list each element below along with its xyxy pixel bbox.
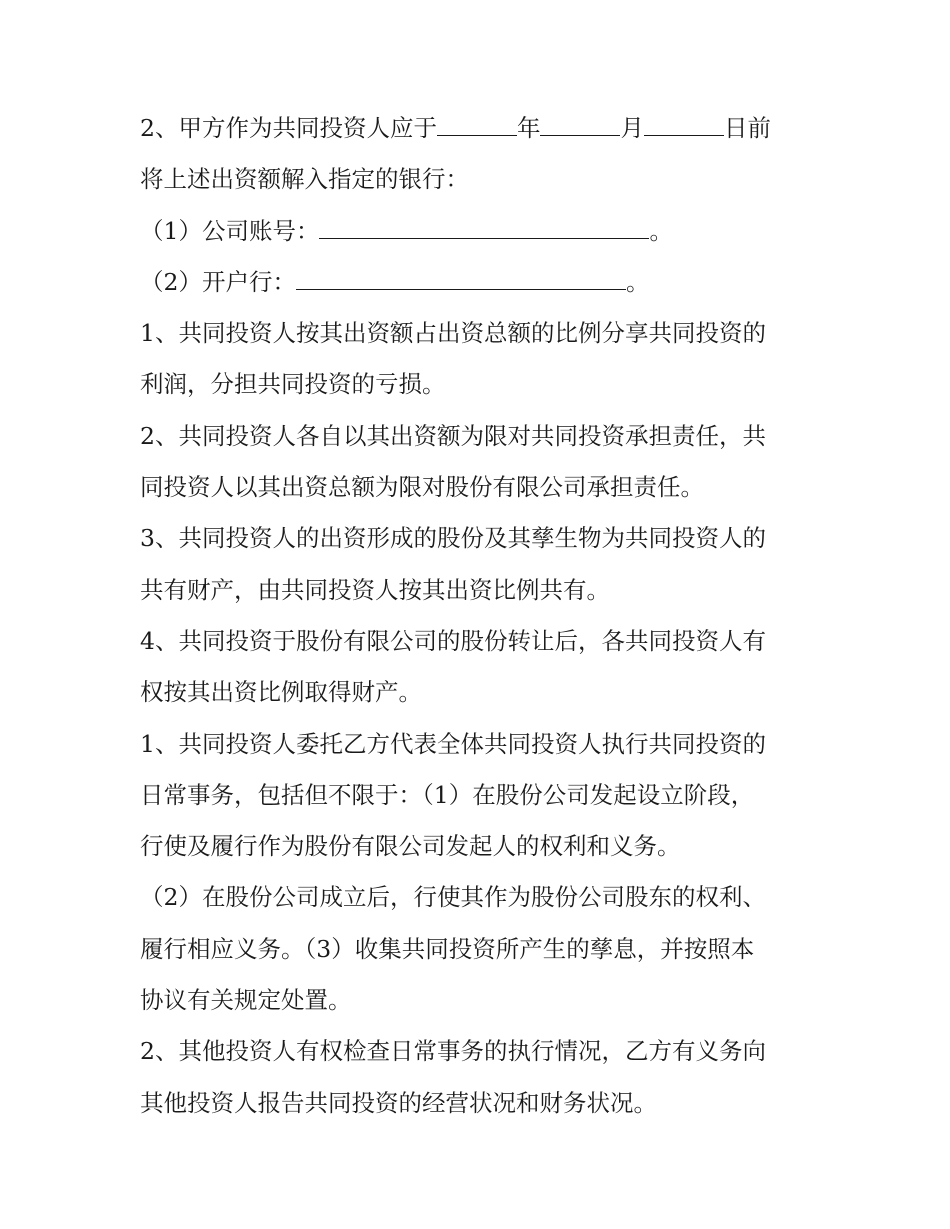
profit-p1-line2: 利润，分担共同投资的亏损。 (140, 370, 446, 399)
bank-label: （2）开户行： (140, 267, 296, 296)
profit-p1-line1: 1、共同投资人按其出资额占出资总额的比例分享共同投资的 (140, 319, 766, 348)
management-p1-line6: 协议有关规定处置。 (140, 986, 352, 1015)
year-unit: 年 (516, 114, 541, 142)
management-p1-line5: 履行相应义务。（3）收集共同投资所产生的孳息，并按照本 (140, 934, 755, 963)
profit-p2-line1: 2、共同投资人各自以其出资额为限对共同投资承担责任，共 (140, 421, 766, 450)
funding-clause-text: 2、甲方作为共同投资人应于 (140, 114, 437, 142)
day-blank[interactable] (644, 113, 724, 136)
profit-p3-line2: 共有财产，由共同投资人按其出资比例共有。 (140, 575, 610, 604)
day-unit: 日前 (723, 114, 771, 142)
month-blank[interactable] (540, 113, 620, 136)
month-unit: 月 (620, 114, 644, 142)
management-p1-line2: 日常事务，包括但不限于：（1）在股份公司发起设立阶段， (140, 780, 755, 809)
bank-line (140, 257, 820, 308)
account-blank[interactable] (319, 216, 649, 239)
account-end: 。 (649, 216, 673, 245)
profit-p3-line1: 3、共同投资人的出资形成的股份及其孳生物为共同投资人的 (140, 524, 766, 553)
account-label: （1）公司账号： (140, 216, 320, 245)
profit-p4-line2: 权按其出资比例取得财产。 (140, 678, 422, 707)
year-blank[interactable] (437, 113, 517, 136)
document-body (140, 103, 820, 1129)
management-p1-line1: 1、共同投资人委托乙方代表全体共同投资人执行共同投资的 (140, 729, 766, 758)
bank-blank[interactable] (296, 267, 626, 290)
account-line (140, 206, 820, 257)
profit-p4-line1: 4、共同投资于股份有限公司的股份转让后，各共同投资人有 (140, 626, 766, 655)
funding-bank-text: 将上述出资额解入指定的银行： (140, 165, 469, 194)
management-p2-line1: 2、其他投资人有权检查日常事务的执行情况，乙方有义务向 (140, 1037, 766, 1066)
management-p2-line2: 其他投资人报告共同投资的经营状况和财务状况。 (140, 1088, 657, 1117)
funding-deadline-line (140, 103, 820, 154)
profit-p2-line2: 同投资人以其出资总额为限对股份有限公司承担责任。 (140, 473, 704, 502)
funding-bank-line (140, 154, 820, 205)
management-p1-line3: 行使及履行作为股份有限公司发起人的权利和义务。 (140, 832, 681, 861)
management-p1-line4: （2）在股份公司成立后，行使其作为股份公司股东的权利、 (140, 883, 766, 912)
bank-end: 。 (625, 267, 650, 296)
